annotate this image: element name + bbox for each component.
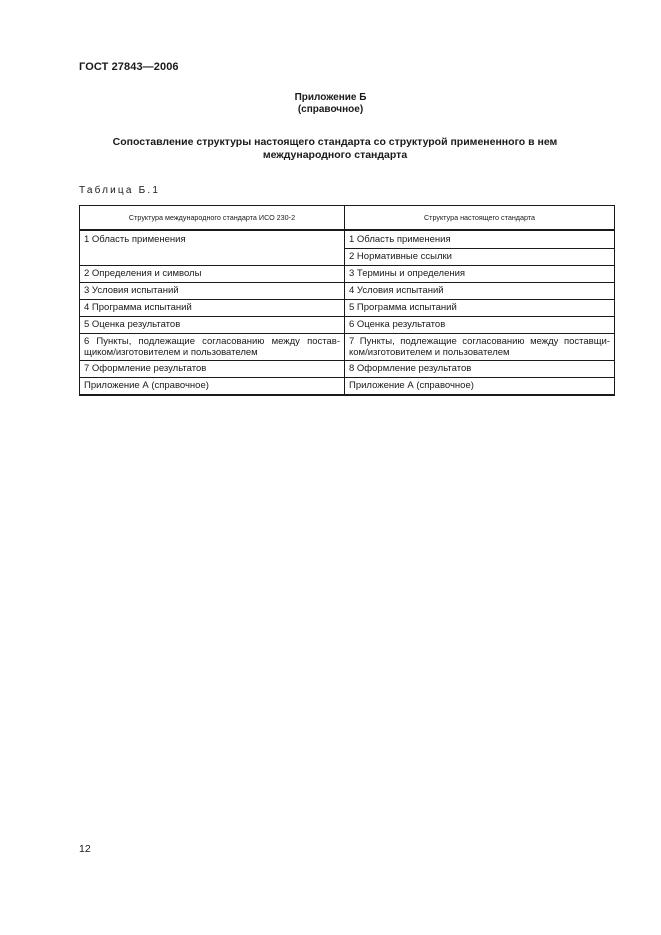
annex-label: Приложение Б [294, 92, 367, 103]
table-cell-left: 6 Пункты, подлежащие согласованию между постав-щиком/изготовителем и пользователем [80, 334, 345, 361]
table-row [80, 317, 615, 334]
table-row [80, 361, 615, 378]
page-number: 12 [79, 843, 91, 855]
table-cell-right: 3 Термины и определения [345, 266, 615, 283]
annex-title-line-1: Сопоставление структуры настоящего стандарта со структурой примененного в нем [112, 136, 558, 148]
structure-comparison-table [79, 205, 615, 396]
annex-title [90, 136, 580, 162]
table-cell-left: 5 Оценка результатов [80, 317, 345, 334]
table-row [80, 283, 615, 300]
table-cell-right: Приложение А (справочное) [345, 378, 615, 396]
table-cell-right: 7 Пункты, подлежащие согласованию между поставщи-ком/изготовителем и пользователем [345, 334, 615, 361]
table-cell-left: 1 Область применения [80, 230, 345, 266]
table-cell-right: 2 Нормативные ссылки [345, 249, 615, 266]
table-row [80, 230, 615, 249]
column-header-international: Структура международного стандарта ИСО 230-2 [80, 206, 345, 231]
table-cell-left: Приложение А (справочное) [80, 378, 345, 396]
table-cell-right: 4 Условия испытаний [345, 283, 615, 300]
table-caption: Таблица Б.1 [79, 185, 161, 196]
table-row [80, 300, 615, 317]
annex-title-line-2: международного стандарта [262, 149, 408, 161]
annex-status: (справочное) [297, 104, 364, 115]
table-cell-left: 3 Условия испытаний [80, 283, 345, 300]
table-cell-left: 7 Оформление результатов [80, 361, 345, 378]
table-row [80, 334, 615, 361]
document-code: ГОСТ 27843—2006 [79, 61, 179, 73]
table-cell-left: 2 Определения и символы [80, 266, 345, 283]
table-cell-left: 4 Программа испытаний [80, 300, 345, 317]
annex-heading [0, 92, 661, 116]
table-header-row [80, 206, 615, 231]
table-row [80, 266, 615, 283]
column-header-national: Структура настоящего стандарта [345, 206, 615, 231]
table-row [80, 378, 615, 396]
table-cell-right: 1 Область применения [345, 230, 615, 249]
table-cell-right: 6 Оценка результатов [345, 317, 615, 334]
table-cell-right: 5 Программа испытаний [345, 300, 615, 317]
table-cell-right: 8 Оформление результатов [345, 361, 615, 378]
